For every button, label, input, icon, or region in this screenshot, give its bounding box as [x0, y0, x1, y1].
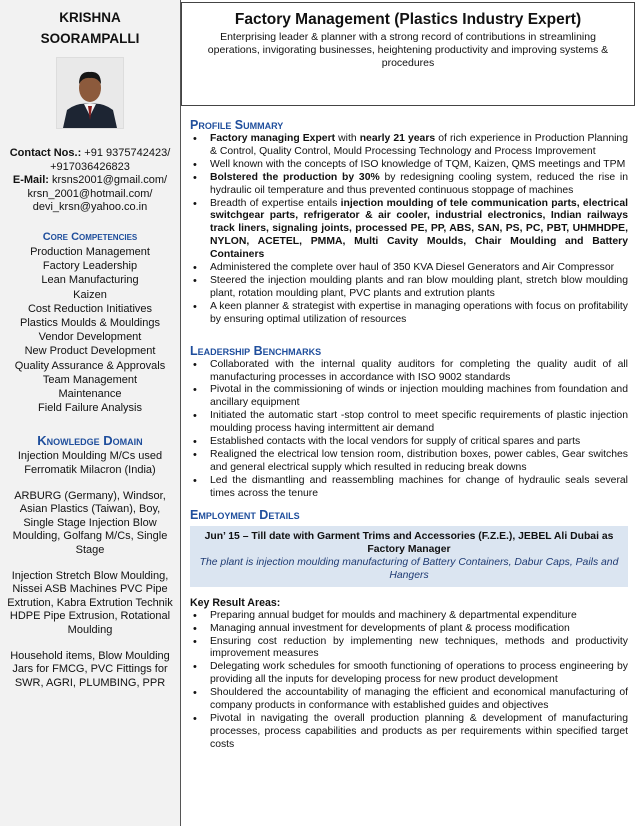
list-item: • Initiated the automatic start -stop control to meet specific requirements of plastic injection moulding process having intermittent air demand	[190, 410, 628, 436]
email-1: krsns2001@gmail.com/	[52, 174, 168, 187]
phone-1: +91 9375742423/	[84, 147, 171, 159]
resume-tagline: Enterprising leader & planner with a strong record of contributions in streamlining operations, invigorating businesses, heightening productivity and improving systems & procedures	[207, 31, 609, 69]
knowledge-block: ARBURG (Germany), Windsor, Asian Plastics (Taiwan), Boy, Single Stage Injection Blow Moulding, Golfang M/Cs, Single Stage	[12, 489, 168, 556]
list-item: • Bolstered the production by 30% by redesigning cooling system, reduced the rise in hydraulic oil temperature and thus prevented continuous stoppage of machines	[190, 172, 628, 198]
competency-item: Production Management	[30, 245, 150, 258]
list-item: • Breadth of expertise entails injection moulding of tele communication parts, electrical switchgear parts, refrigerator & air cooler, industrial electronics, Indian railways track liners, signaling joints, processed PE, PP, ABS, SAN, PS, PC, PBT, UHMHDPE, NYLON, ACETEL, PMMA, Multi Cavity Moulds, Chair Moulding and Battery Containers	[190, 198, 628, 263]
competency-item: Lean Manufacturing	[41, 274, 139, 287]
list-item: • Realigned the electrical low tension room, distribution boxes, power cables, Gear switches and general electrical supply which resulted in reducing break downs	[190, 449, 628, 475]
profile-photo	[56, 57, 124, 129]
list-item: • A keen planner & strategist with expertise in managing operations with focus on profitability by ensuring optimal utilization of resources	[190, 301, 628, 327]
knowledge-block: Household items, Blow Moulding Jars for FMCG, PVC Fittings for SWR, AGRI, PLUMBING, PPR	[10, 649, 170, 689]
profile-summary-list	[190, 133, 628, 327]
list-item: • Managing annual investment for developments of plant & process modification	[190, 623, 628, 636]
column-divider	[180, 0, 181, 826]
list-item: • Established contacts with the local vendors for supply of critical spares and parts	[190, 436, 628, 449]
candidate-name	[0, 7, 180, 49]
list-item: • Delegating work schedules for smooth functioning of operations to process engineering by providing all the inputs for developing process for new product development	[190, 661, 628, 687]
competency-item: Cost Reduction Initiatives	[27, 302, 153, 315]
main-content	[190, 113, 628, 752]
list-item: • Well known with the concepts of ISO knowledge of TQM, Kaizen, QMS meetings and TPM	[190, 159, 628, 172]
list-item: • Steered the injection moulding plants and ran blow moulding plant, stretch blow moulding plant, rotation moulding plant, PVC plants and extrution plants	[190, 275, 628, 301]
contact-info	[0, 147, 180, 215]
competency-item: Factory Leadership	[42, 260, 138, 273]
resume-title: Factory Management (Plastics Industry Expert)	[234, 11, 582, 28]
job-position: Factory Manager	[367, 543, 451, 555]
leadership-benchmarks-heading: Leadership Benchmarks	[190, 343, 322, 358]
leadership-list	[190, 359, 628, 501]
contact-label: Contact Nos.:	[9, 147, 82, 159]
employment-details-heading: Employment Details	[190, 507, 300, 522]
job-summary-box	[190, 526, 628, 587]
list-item: • Ensuring cost reduction by implementing new techniques, methods and productivity improvement measures	[190, 636, 628, 662]
list-item: • Collaborated with the internal quality auditors for completing the quality audit of all manufacturing processes in accordance with ISO 9002 standards	[190, 359, 628, 385]
profile-summary-heading: Profile Summary	[190, 118, 284, 132]
knowledge-domain-heading: Knowledge Domain	[37, 433, 143, 449]
competency-item: Vendor Development	[38, 331, 142, 344]
list-item: • Pivotal in the commissioning of winds or injection moulding machines from foundation and ancillary equipment	[190, 384, 628, 410]
competency-item: Field Failure Analysis	[38, 402, 142, 415]
job-description: The plant is injection moulding manufacturing of Battery Containers, Dabur Caps, Pails and Hangers	[199, 557, 619, 582]
competency-item: Team Management	[42, 373, 138, 386]
list-item: • Shouldered the accountability of managing the efficient and economical manufacturing of company products in conformance with established guides and objectives	[190, 687, 628, 713]
sidebar	[0, 0, 180, 826]
competencies-list	[0, 245, 180, 415]
list-item: • Preparing annual budget for moulds and machinery & departmental expenditure	[190, 610, 628, 623]
competency-item: Quality Assurance & Approvals	[14, 359, 166, 372]
list-item: • Factory managing Expert with nearly 21 years of rich experience in Production Planning & Control, Quality Control, Mould Processing Technology and Process Improvement	[190, 133, 628, 159]
core-competencies-heading: Core Competencies	[42, 230, 138, 243]
email-label: E-Mail:	[12, 174, 49, 187]
header-box	[181, 2, 635, 106]
competency-item: New Product Development	[24, 345, 156, 358]
job-title-line: Jun’ 15 – Till date with Garment Trims and Accessories (F.Z.E.), JEBEL Ali Dubai as	[204, 530, 614, 542]
knowledge-block: Injection Stretch Blow Moulding, Nissei ASB Machines PVC Pipe Extrution, Kabra Extrution Technik HDPE Pipe Extrusion, Rotational Moulding	[7, 569, 173, 636]
phone-2: +917036426823	[50, 160, 130, 173]
person-portrait-icon	[57, 58, 123, 128]
competency-item: Maintenance	[58, 388, 122, 400]
knowledge-block: Injection Moulding M/Cs used Ferromatik Milacron (India)	[17, 450, 163, 476]
competency-item: Kaizen	[73, 288, 107, 301]
competency-item: Plastics Moulds & Mouldings	[19, 316, 160, 329]
email-3: devi_krsn@yahoo.co.in	[32, 201, 148, 214]
list-item: • Led the dismantling and reassembling machines for change of hydraulic seals several times across the tenure	[190, 475, 628, 501]
list-item: • Administered the complete over haul of 350 KVA Diesel Generators and Air Compressor	[190, 262, 628, 275]
list-item: • Pivotal in navigating the overall production planning & development of manufacturing processes, process capabilities and products as per requirements within specified target costs	[190, 713, 628, 752]
name-line-2: SOORAMPALLI	[40, 31, 140, 46]
email-2: krsn_2001@hotmail.com/	[27, 187, 153, 200]
kra-list	[190, 610, 628, 752]
name-line-1: KRISHNA	[59, 10, 121, 25]
key-result-areas-heading: Key Result Areas:	[190, 596, 281, 609]
